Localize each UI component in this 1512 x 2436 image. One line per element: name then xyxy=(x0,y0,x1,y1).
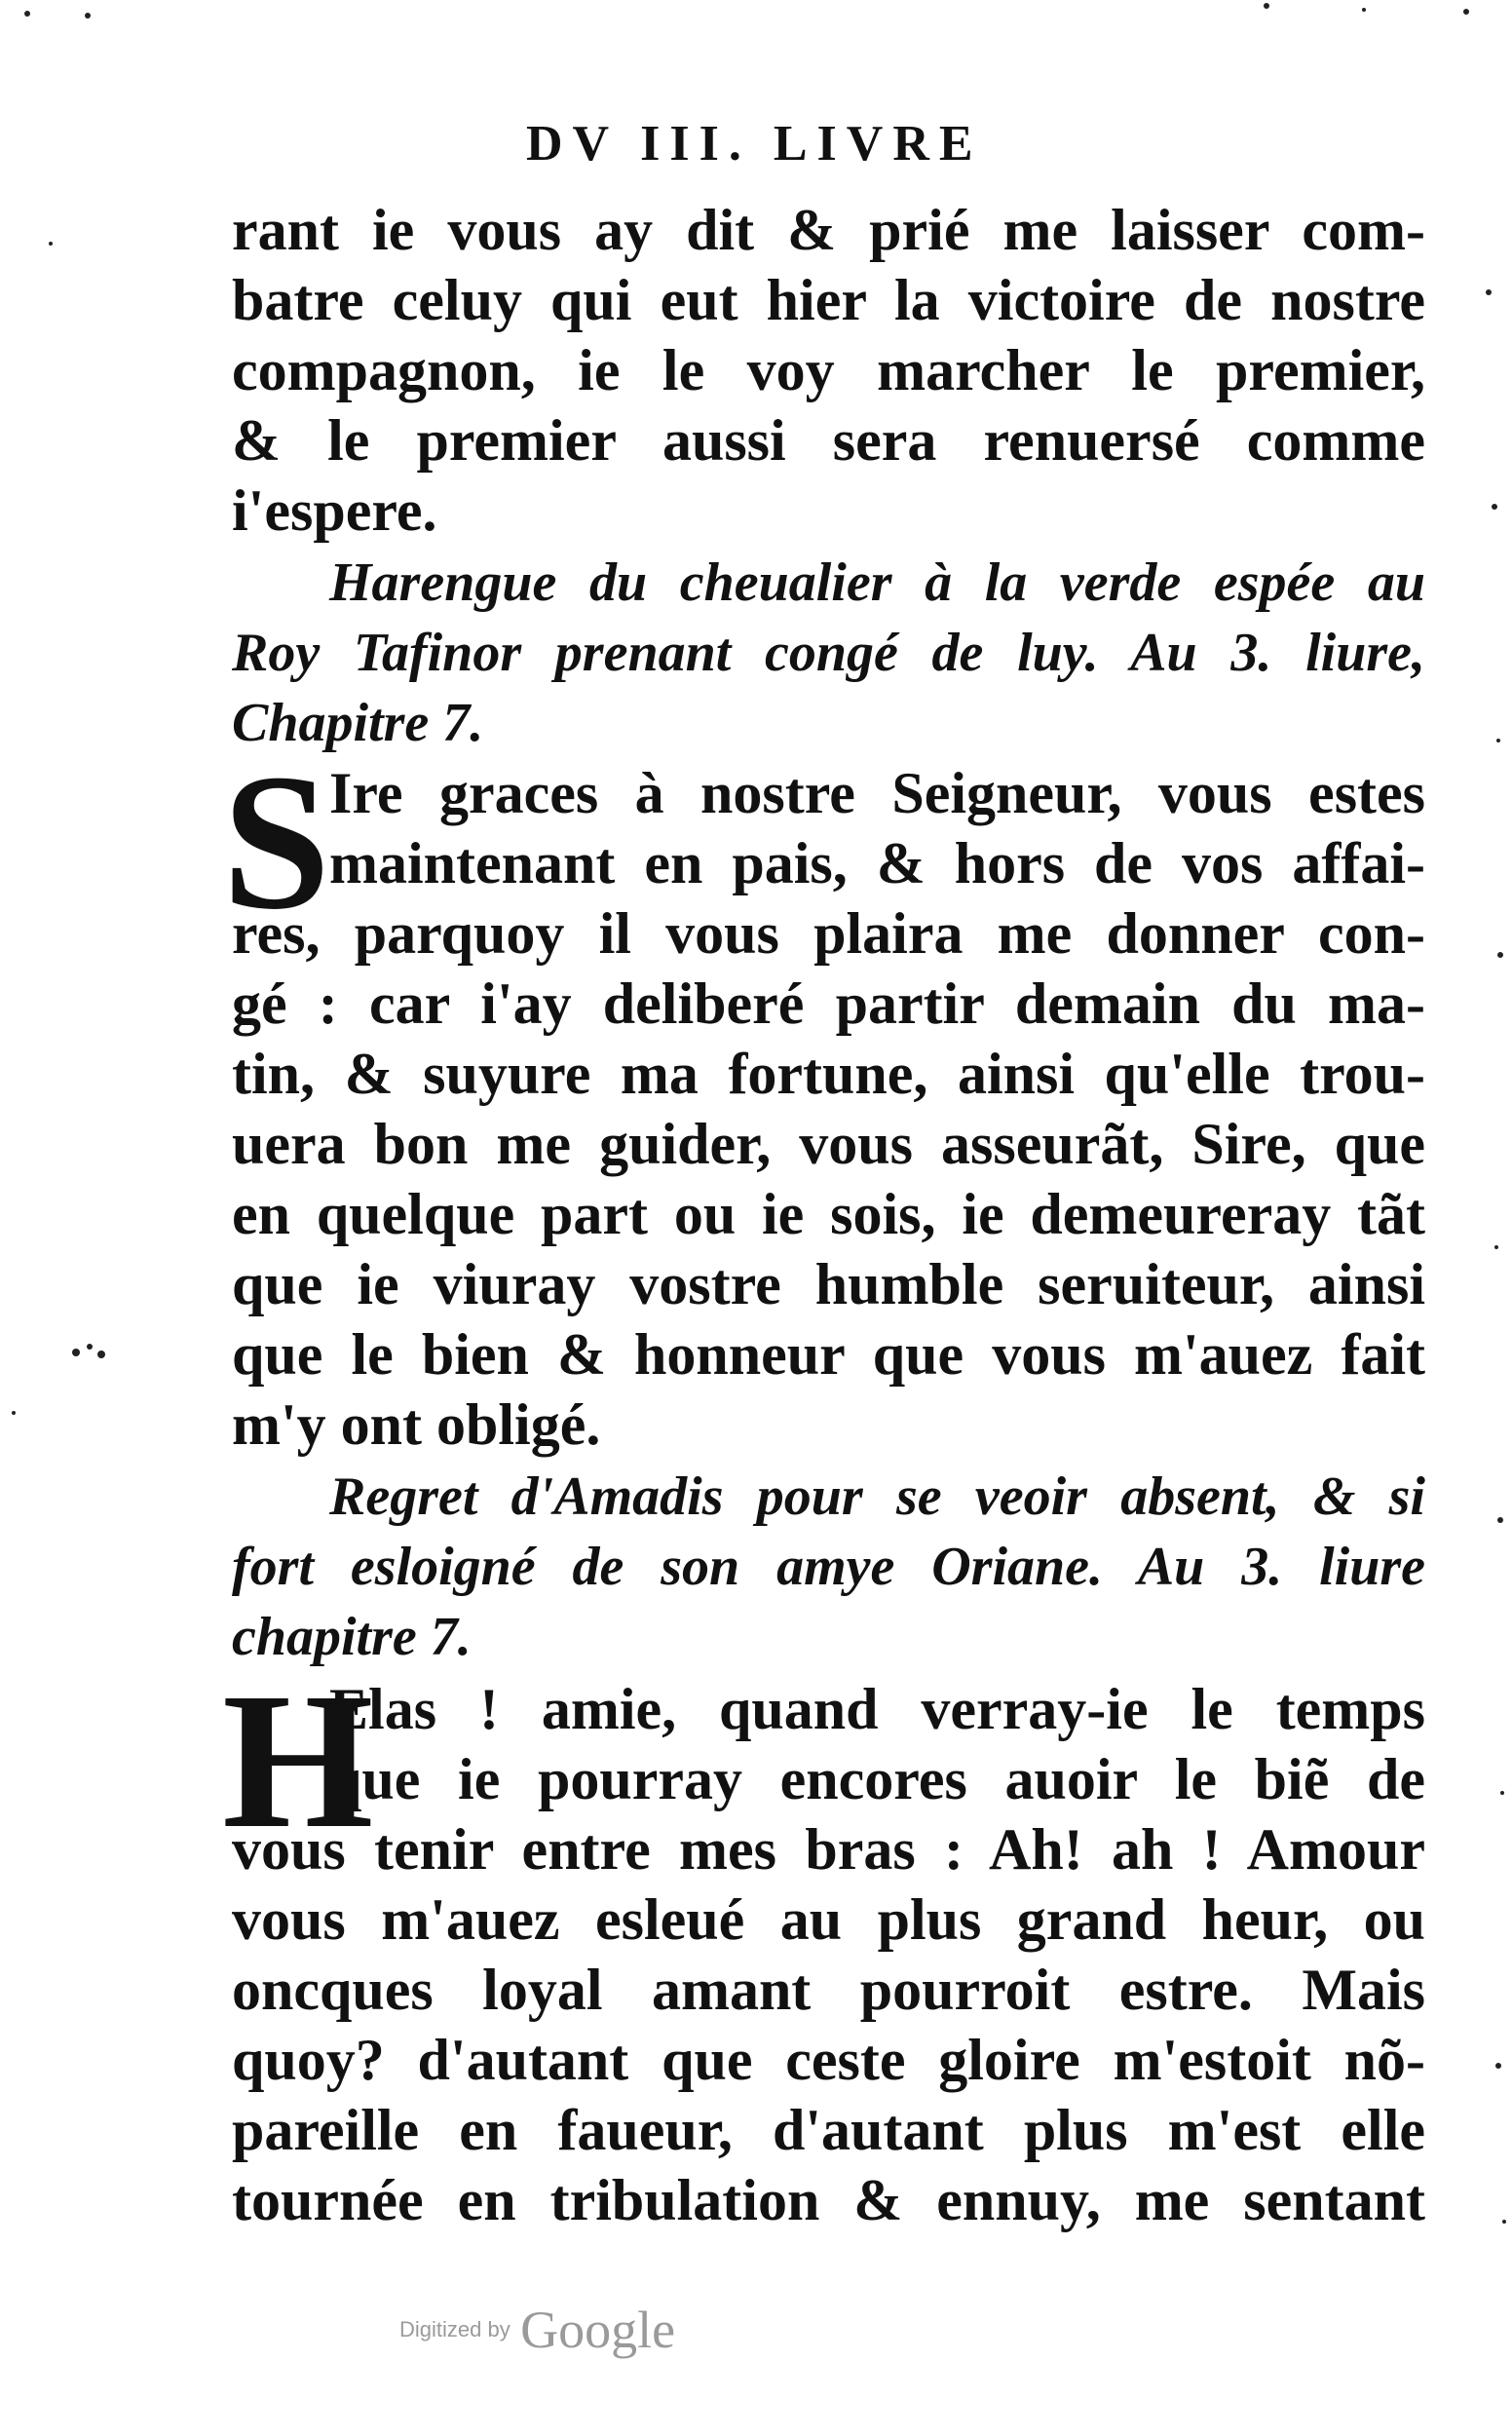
text-line: vous m'auez esleué au plus grand heur, ou xyxy=(232,1887,1425,1952)
text-line: que ie pourray encores auoir le biẽ de xyxy=(329,1747,1425,1811)
running-head: DV III. LIVRE xyxy=(526,116,983,171)
section-heading-line: Harengue du cheualier à la verde espée au xyxy=(329,552,1425,613)
text-line: vous tenir entre mes bras : Ah! ah ! Amour xyxy=(232,1817,1425,1882)
google-logo: Google xyxy=(520,2301,676,2359)
text-line: gé : car i'ay deliberé partir demain du ma- xyxy=(232,971,1425,1036)
digitized-by-label: Digitized by xyxy=(399,2317,510,2341)
text-line: oncques loyal amant pourroit estre. Mais xyxy=(232,1958,1425,2022)
text-line: en quelque part ou ie sois, ie demeureray tãt xyxy=(232,1182,1425,1246)
digitization-watermark xyxy=(399,2300,675,2360)
text-line: compagnon, ie le voy marcher le premier, xyxy=(232,338,1425,402)
text-line: que ie viuray vostre humble seruiteur, ainsi xyxy=(232,1252,1425,1316)
text-line: batre celuy qui eut hier la victoire de nostre xyxy=(232,268,1425,332)
text-line: tournée en tribulation & ennuy, me sentant xyxy=(232,2168,1425,2232)
text-line: i'espere. xyxy=(232,478,437,543)
section-heading-line: Roy Tafinor prenant congé de luy. Au 3. liure, xyxy=(232,623,1425,683)
text-line: que le bien & honneur que vous m'auez fait xyxy=(232,1322,1425,1387)
text-line: rant ie vous ay dit & prié me laisser com- xyxy=(232,198,1425,262)
section-heading-line: chapitre 7. xyxy=(232,1607,472,1667)
text-line: Ire graces à nostre Seigneur, vous estes xyxy=(329,761,1425,825)
text-line: m'y ont obligé. xyxy=(232,1392,601,1457)
drop-cap: H xyxy=(222,1654,374,1869)
text-line: Elas ! amie, quand verray-ie le temps xyxy=(329,1677,1425,1741)
section-heading-line: Chapitre 7. xyxy=(232,693,484,753)
text-line: pareille en faueur, d'autant plus m'est elle xyxy=(232,2098,1425,2162)
drop-cap: S xyxy=(222,735,331,950)
text-line: tin, & suyure ma fortune, ainsi qu'elle trou- xyxy=(232,1042,1425,1106)
text-line: uera bon me guider, vous asseurãt, Sire, que xyxy=(232,1112,1425,1176)
section-heading-line: fort esloigné de son amye Oriane. Au 3. liure xyxy=(232,1537,1425,1597)
section-heading-line: Regret d'Amadis pour se veoir absent, & si xyxy=(329,1466,1425,1527)
text-line: res, parquoy il vous plaira me donner con- xyxy=(232,901,1425,966)
text-line: & le premier aussi sera renuersé comme xyxy=(232,408,1425,473)
text-line: maintenant en pais, & hors de vos affai- xyxy=(329,831,1425,895)
text-line: quoy? d'autant que ceste gloire m'estoit nõ- xyxy=(232,2028,1425,2092)
